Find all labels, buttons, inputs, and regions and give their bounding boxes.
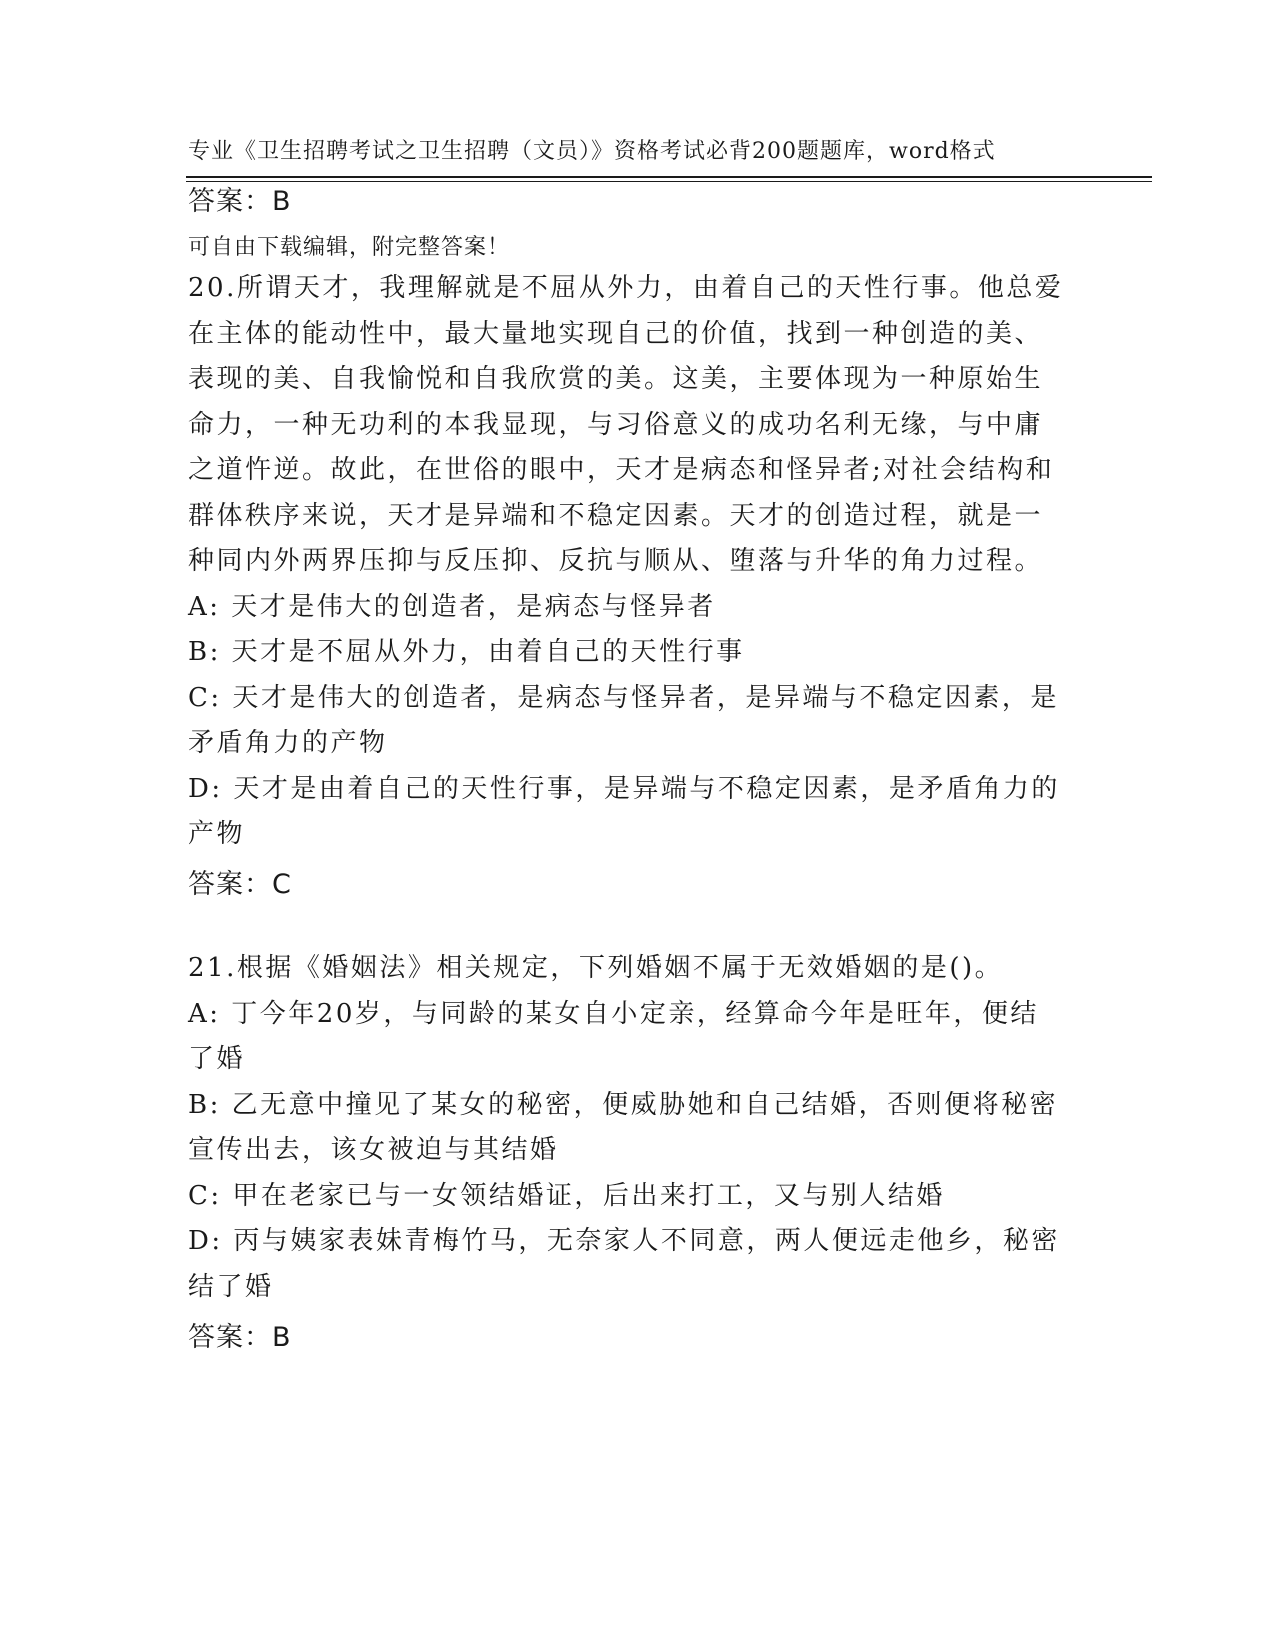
question-20-line: 20.所谓天才，我理解就是不屈从外力，由着自己的天性行事。他总爱 xyxy=(188,273,1064,303)
question-20-answer: 答案：C xyxy=(188,869,292,900)
question-20-line: 群体秩序来说，天才是异端和不稳定因素。天才的创造过程，就是一 xyxy=(188,500,1044,531)
question-21-answer: 答案：B xyxy=(188,1322,292,1353)
question-20-option: A: 天才是伟大的创造者，是病态与怪异者 xyxy=(188,591,716,622)
question-21-line: 21.根据《婚姻法》相关规定，下列婚姻不属于无效婚姻的是()。 xyxy=(188,953,1004,983)
header-line-1: 专业《卫生招聘考试之卫生招聘（文员）》资格考试必背200题题库，word格式 xyxy=(188,139,996,164)
question-21-option: C: 甲在老家已与一女领结婚证，后出来打工，又与别人结婚 xyxy=(188,1180,945,1211)
question-20-line: 在主体的能动性中，最大量地实现自己的价值，找到一种创造的美、 xyxy=(188,318,1044,349)
question-21-option: 结了婚 xyxy=(188,1271,274,1302)
question-20-option: D: 天才是由着自己的天性行事，是异端与不稳定因素，是矛盾角力的 xyxy=(188,773,1060,804)
question-20-option: B: 天才是不屈从外力，由着自己的天性行事 xyxy=(188,637,745,667)
document-header xyxy=(188,72,1068,296)
header-line-2: 可自由下载编辑，附完整答案！ xyxy=(188,235,511,260)
question-20-line: 命力，一种无功利的本我显现，与习俗意义的成功名利无缘，与中庸 xyxy=(188,409,1044,440)
question-20-option: 矛盾角力的产物 xyxy=(188,728,388,758)
question-20 xyxy=(188,266,1078,858)
previous-answer: 答案：B xyxy=(188,186,292,217)
question-21-option: 了婚 xyxy=(188,1044,246,1074)
question-20-line: 种同内外两界压抑与反压抑、反抗与顺从、堕落与升华的角力过程。 xyxy=(188,546,1044,576)
question-20-option: C: 天才是伟大的创造者，是病态与怪异者，是异端与不稳定因素，是 xyxy=(188,682,1059,713)
question-21 xyxy=(188,946,1078,1310)
question-21-option: 宣传出去，该女被迫与其结婚 xyxy=(188,1135,559,1165)
header-divider-thin xyxy=(186,181,1152,182)
question-21-option: D: 丙与姨家表妹青梅竹马，无奈家人不同意，两人便远走他乡，秘密 xyxy=(188,1226,1060,1256)
question-20-line: 表现的美、自我愉悦和自我欣赏的美。这美，主要体现为一种原始生 xyxy=(188,364,1044,394)
header-divider-thick xyxy=(186,176,1152,178)
question-21-option: B: 乙无意中撞见了某女的秘密，便威胁她和自己结婚，否则便将秘密 xyxy=(188,1089,1059,1120)
question-20-line: 之道忤逆。故此，在世俗的眼中，天才是病态和怪异者;对社会结构和 xyxy=(188,455,1055,485)
question-21-option: A: 丁今年20岁，与同龄的某女自小定亲，经算命今年是旺年，便结 xyxy=(188,998,1039,1029)
question-20-option: 产物 xyxy=(188,819,246,849)
